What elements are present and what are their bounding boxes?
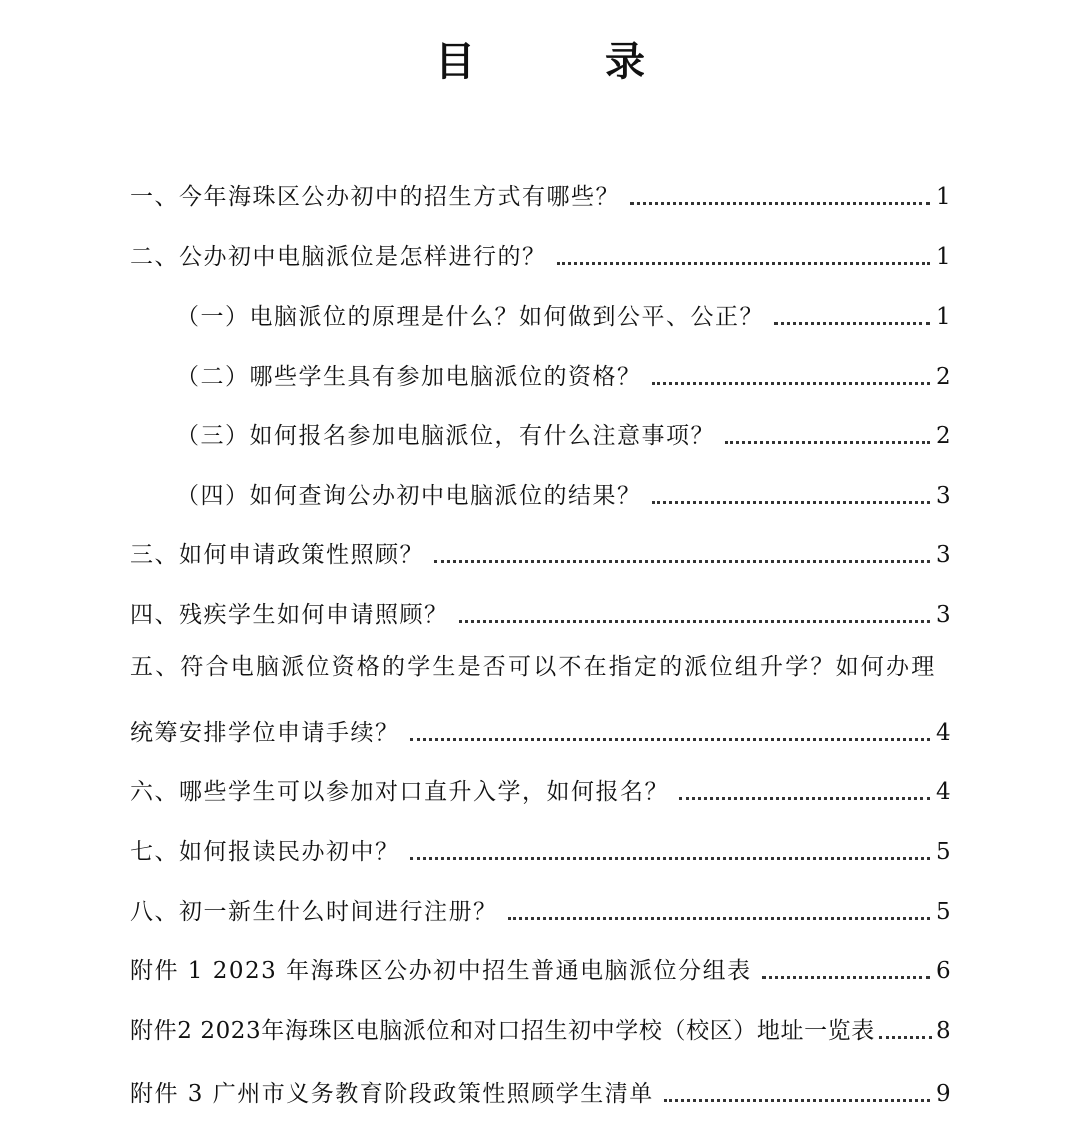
toc-entry-label: 七、如何报读民办初中？ — [130, 839, 400, 865]
toc-entry-label: 附件2 2023年海珠区电脑派位和对口招生初中学校（校区）地址一览表 — [130, 1018, 875, 1044]
dot-leader — [652, 501, 931, 504]
toc-entry[interactable] — [176, 471, 950, 511]
toc-entry[interactable] — [130, 232, 950, 272]
toc-entry-label: 附件 3 广州市义务教育阶段政策性照顾学生清单 — [130, 1081, 654, 1107]
dot-leader — [774, 322, 930, 325]
dot-leader — [630, 202, 930, 205]
toc-entry[interactable] — [130, 827, 950, 867]
toc-entry[interactable] — [176, 352, 950, 392]
dot-leader — [652, 382, 931, 385]
toc-entry-label: 统筹安排学位申请手续？ — [130, 720, 400, 746]
toc-entry-label: 五、符合电脑派位资格的学生是否可以不在指定的派位组升学？如何办理 — [130, 654, 937, 680]
toc-page-number: 8 — [936, 1018, 951, 1044]
toc-page-number: 3 — [936, 602, 951, 628]
toc-entry-first-line[interactable] — [130, 652, 950, 692]
toc-entry[interactable] — [130, 530, 950, 570]
toc-page-number: 4 — [936, 779, 951, 805]
toc-page-number: 1 — [936, 244, 951, 270]
dot-leader — [679, 797, 930, 800]
toc-entry[interactable] — [130, 887, 950, 927]
toc-entry[interactable] — [176, 411, 950, 451]
toc-page-number: 5 — [936, 899, 951, 925]
dot-leader — [557, 262, 931, 265]
toc-entry[interactable] — [130, 767, 950, 807]
dot-leader — [410, 857, 931, 860]
toc-entry-label: （二）哪些学生具有参加电脑派位的资格？ — [176, 364, 642, 390]
toc-entry-label: 四、残疾学生如何申请照顾？ — [130, 602, 449, 628]
page-title: 目 录 — [435, 38, 703, 85]
dot-leader — [879, 1036, 932, 1039]
toc-entry-appendix[interactable] — [130, 946, 950, 986]
dot-leader — [725, 441, 930, 444]
toc-page-number: 2 — [936, 423, 951, 449]
toc-page-number: 3 — [936, 483, 951, 509]
toc-entry-label: 六、哪些学生可以参加对口直升入学，如何报名？ — [130, 779, 669, 805]
toc-entry[interactable] — [130, 590, 950, 630]
toc-entry-appendix[interactable] — [130, 1069, 950, 1109]
dot-leader — [508, 917, 931, 920]
toc-page-number: 1 — [936, 184, 951, 210]
toc-entry-label: 二、公办初中电脑派位是怎样进行的？ — [130, 244, 547, 270]
toc-entry-label: 八、初一新生什么时间进行注册？ — [130, 899, 498, 925]
dot-leader — [762, 976, 930, 979]
toc-page-number: 6 — [936, 958, 951, 984]
toc-entry-label: （四）如何查询公办初中电脑派位的结果？ — [176, 483, 642, 509]
toc-entry-label: 三、如何申请政策性照顾？ — [130, 542, 424, 568]
toc-entry-label: 一、今年海珠区公办初中的招生方式有哪些？ — [130, 184, 620, 210]
toc-entry-label: （三）如何报名参加电脑派位，有什么注意事项？ — [176, 423, 715, 449]
toc-entry[interactable] — [176, 292, 950, 332]
dot-leader — [664, 1099, 930, 1102]
dot-leader — [434, 560, 930, 563]
toc-page-number: 4 — [936, 720, 951, 746]
toc-page-number: 9 — [936, 1081, 951, 1107]
toc-entry-label: （一）电脑派位的原理是什么？如何做到公平、公正？ — [176, 304, 764, 330]
toc-page-number: 2 — [936, 364, 951, 390]
toc-entry[interactable] — [130, 708, 950, 748]
toc-page-number: 5 — [936, 839, 951, 865]
toc-page-number: 1 — [936, 304, 951, 330]
dot-leader — [459, 620, 931, 623]
toc-entry-appendix[interactable] — [130, 1006, 950, 1046]
toc-entry-label: 附件 1 2023 年海珠区公办初中招生普通电脑派位分组表 — [130, 958, 752, 984]
toc-entry[interactable] — [130, 172, 950, 212]
dot-leader — [410, 738, 931, 741]
toc-page-number: 3 — [936, 542, 951, 568]
